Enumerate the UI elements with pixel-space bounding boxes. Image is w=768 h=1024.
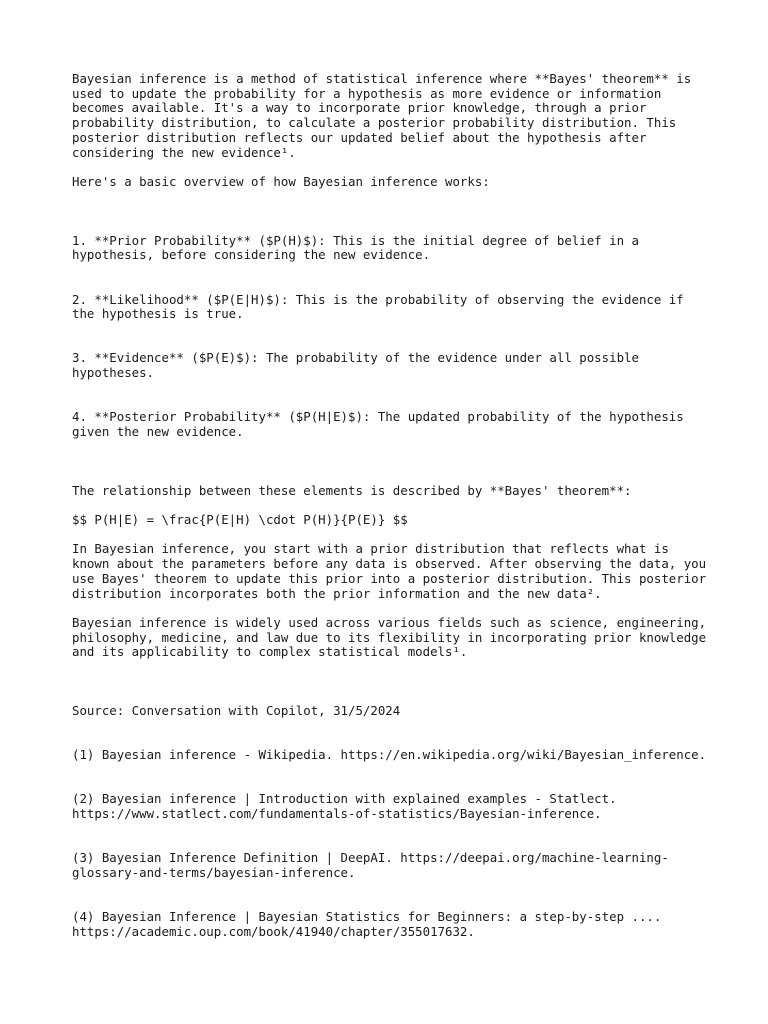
list-item: 3. **Evidence** ($P(E)$): The probability of the evidence under all possible hypotheses. [72,350,647,381]
reference-item: (4) Bayesian Inference | Bayesian Statistics for Beginners: a step-by-step .... https://academic.oup.com/book/41940/chapter/355017632. [72,908,669,939]
reference-item: (3) Bayesian Inference Definition | DeepAI. https://deepai.org/machine-learning-glossary-and-terms/bayesian-inference. [72,850,669,880]
relationship-paragraph: The relationship between these elements is described by **Bayes' theorem**: [72,482,632,498]
list-item: 2. **Likelihood** ($P(E|H)$): This is the probability of observing the evidence if the hypothesis is true. [72,291,692,322]
source-line: Source: Conversation with Copilot, 31/5/2024 [72,703,401,719]
component-list [72,204,712,469]
list-item: 4. **Posterior Probability** ($P(H|E)$): The updated probability of the hypothesis given the new evidence. [72,409,692,439]
usage-paragraph: Bayesian inference is widely used across various fields such as science, engineering, philosophy, medicine, and law due to its flexibility in incorporating prior knowledge and its applicability to complex statistical models¹. [72,614,714,660]
reference-item: (2) Bayesian inference | Introduction with explained examples - Statlect. https://www.statlect.com/fundamentals-of-statistics/Bayesian-inference. [72,791,625,822]
list-item: 1. **Prior Probability** ($P(H)$): This is the initial degree of belief in a hypothesis, before considering the new evidence. [72,232,647,263]
document-page [72,72,712,969]
sources-block [72,675,712,969]
overview-heading: Here's a basic overview of how Bayesian inference works: [72,173,490,189]
bayes-formula: $$ P(H|E) = \frac{P(E|H) \cdot P(H)}{P(E)} $$ [72,512,408,528]
process-paragraph: In Bayesian inference, you start with a prior distribution that reflects what is known about the parameters before any data is observed. After observing the data, you use Bayes' theorem to update this prior into a posterior distribution. This posterior distribution incorporates both the prior information and the new data². [72,541,714,601]
reference-item: (1) Bayesian inference - Wikipedia. https://en.wikipedia.org/wiki/Bayesian_inference. [72,747,707,763]
intro-paragraph: Bayesian inference is a method of statistical inference where **Bayes' theorem** is used to update the probability for a hypothesis as more evidence or information becomes available. It's a way to incorporate prior knowledge, through a prior probability distribution, to calculate a posterior probability distribution. This posterior distribution reflects our updated belief about the hypothesis after considering the new evidence¹. [72,71,699,160]
